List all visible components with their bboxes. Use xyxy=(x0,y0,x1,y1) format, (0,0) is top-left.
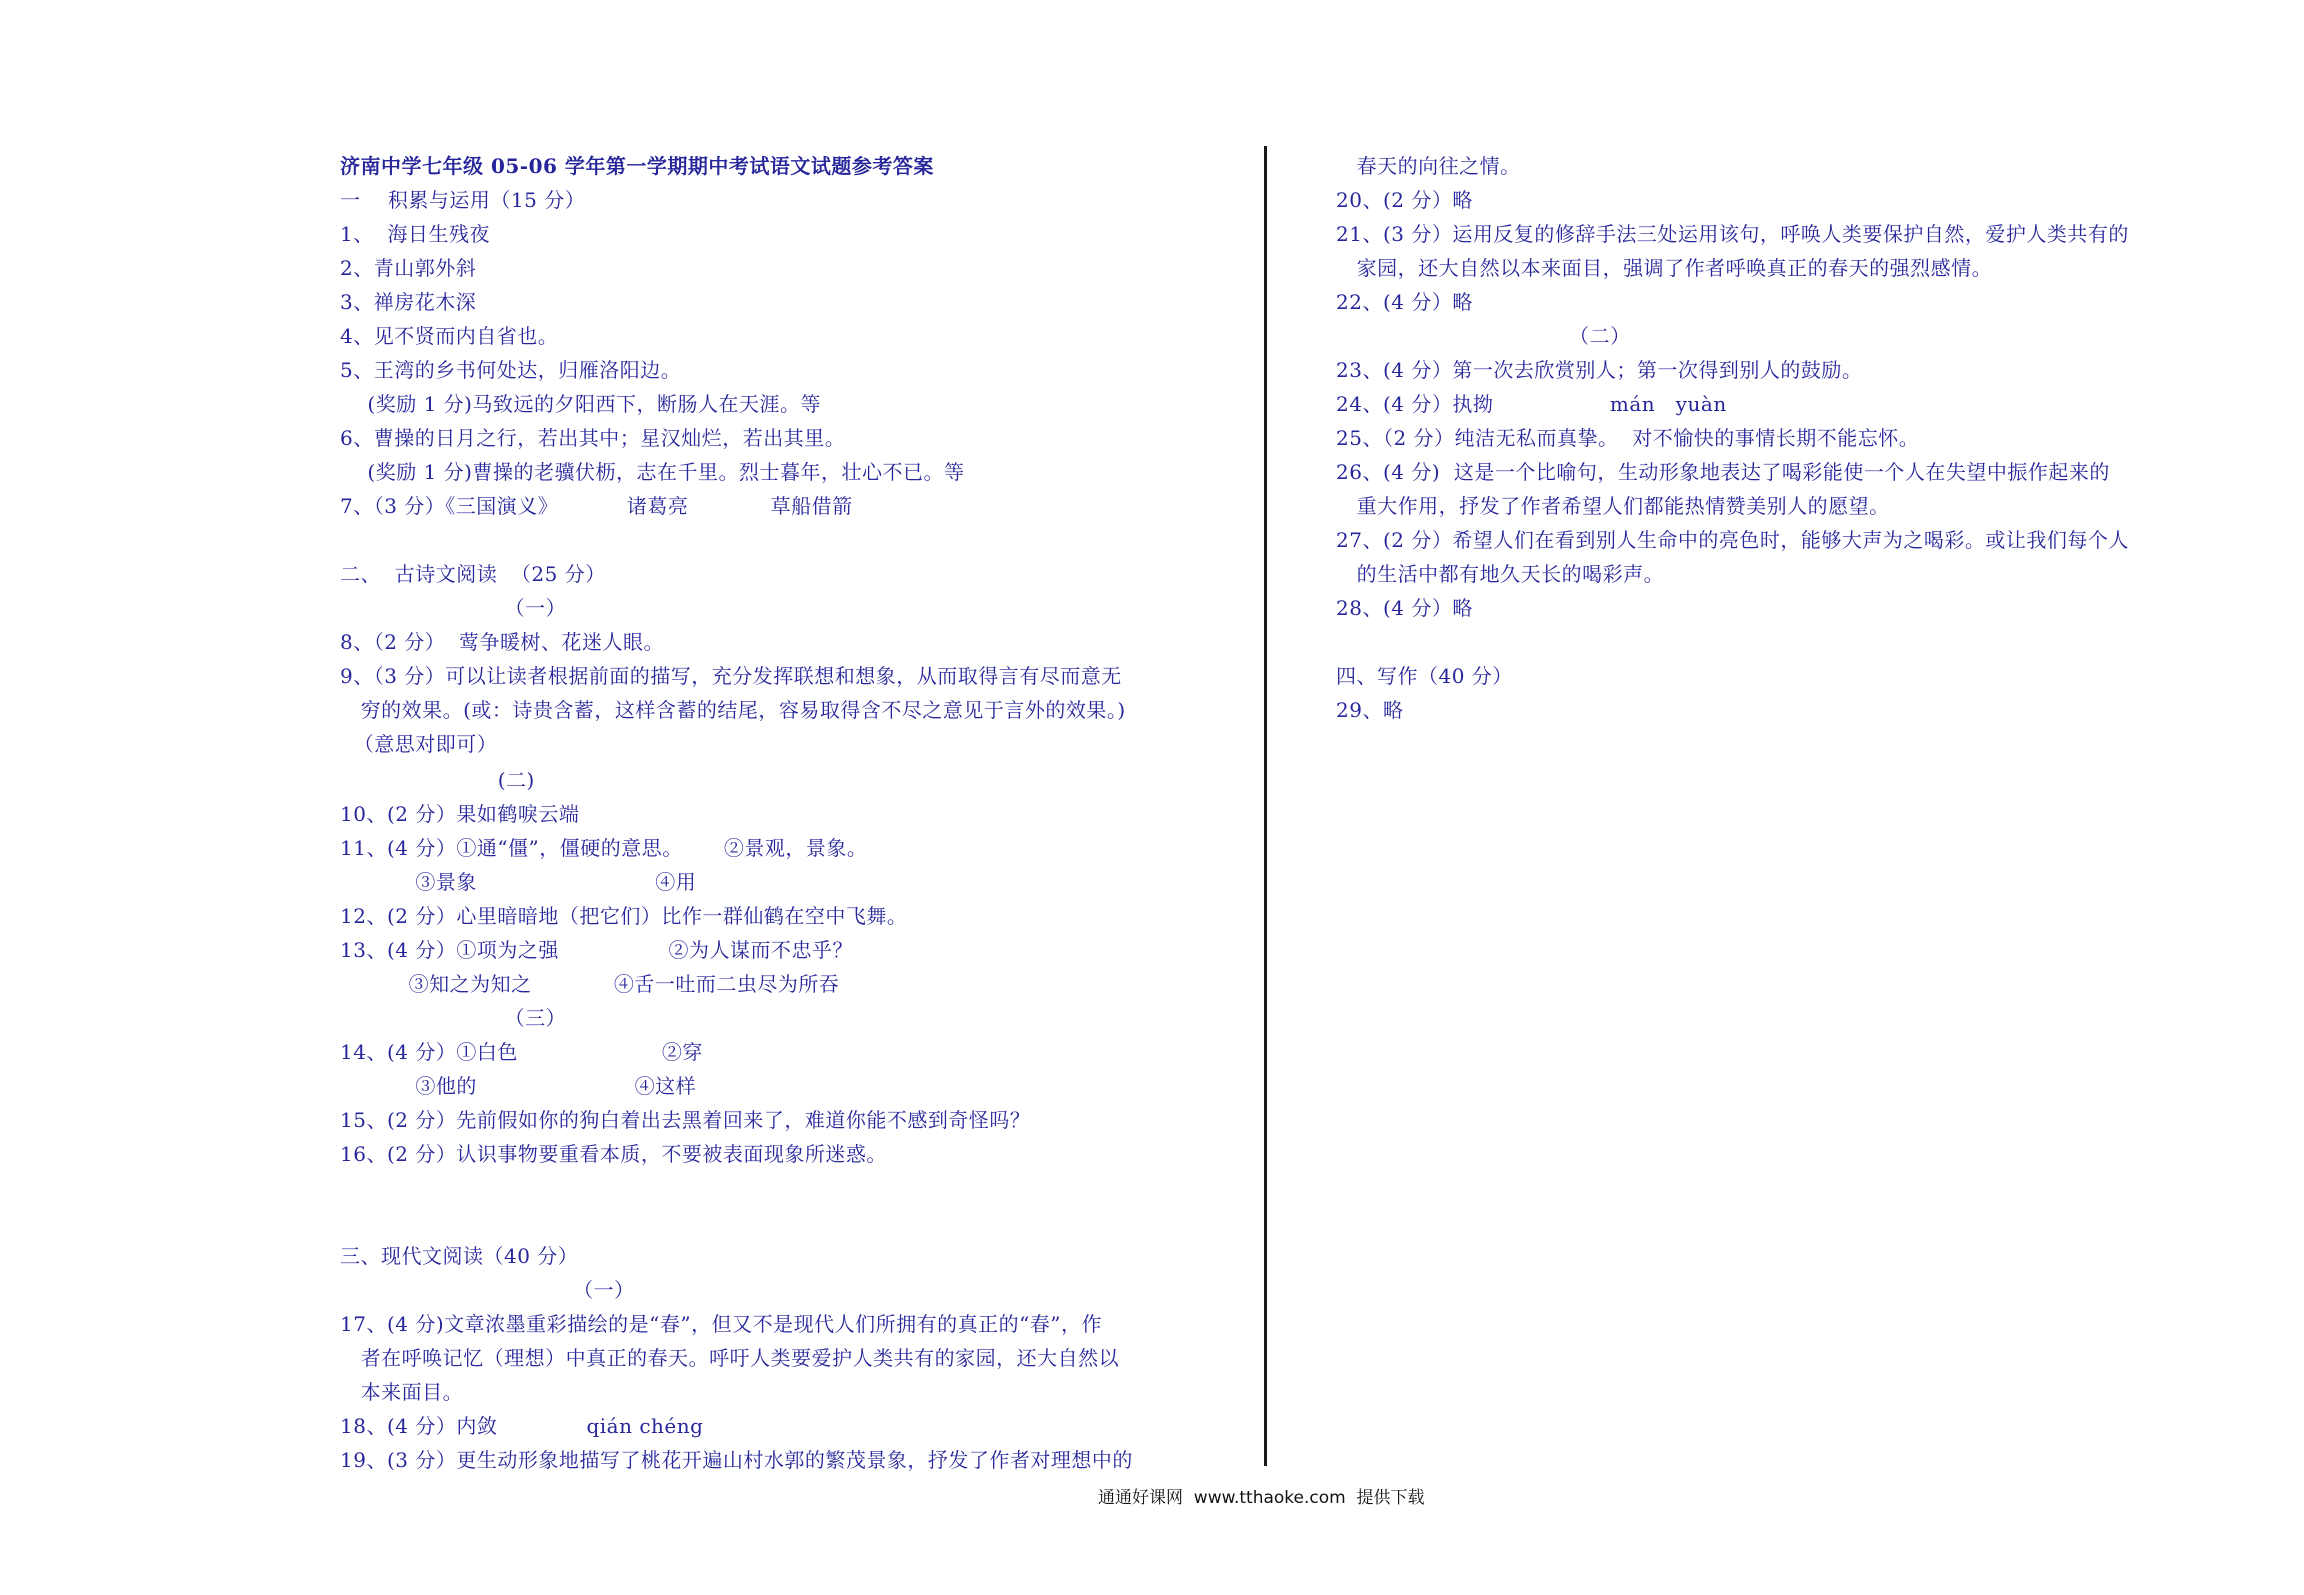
right-line: 四、写作（40 分） xyxy=(1336,664,1513,688)
left-line: 7、（3 分）《三国演义》 诸葛亮 草船借箭 xyxy=(340,494,853,518)
left-line: ③知之为知之 ④舌一吐而二虫尽为所吞 xyxy=(340,972,840,996)
right-line: 28、(4 分）略 xyxy=(1336,596,1473,620)
right-line: 的生活中都有地久天长的喝彩声。 xyxy=(1336,562,1665,586)
left-line: 18、(4 分）内敛 qián chéng xyxy=(340,1414,704,1438)
column-divider xyxy=(1264,146,1267,1466)
left-line: 9、（3 分）可以让读者根据前面的描写，充分发挥联想和想象，从而取得言有尽而意无 xyxy=(340,664,1122,688)
left-line: 本来面目。 xyxy=(340,1380,464,1404)
left-line: 穷的效果。(或：诗贵含蓄，这样含蓄的结尾，容易取得含不尽之意见于言外的效果。) xyxy=(340,698,1126,722)
left-line: (奖励 1 分)马致远的夕阳西下，断肠人在天涯。等 xyxy=(340,392,821,416)
right-line: 家园，还大自然以本来面目，强调了作者呼唤真正的春天的强烈感情。 xyxy=(1336,256,1993,280)
left-line: 1、 海日生残夜 xyxy=(340,222,490,246)
left-line: （三） xyxy=(340,1006,567,1030)
right-line: 29、略 xyxy=(1336,698,1404,722)
right-line: 春天的向往之情。 xyxy=(1336,154,1521,178)
left-line: 17、(4 分)文章浓墨重彩描绘的是“春”，但又不是现代人们所拥有的真正的“春”，作 xyxy=(340,1312,1103,1336)
right-line: 重大作用，抒发了作者希望人们都能热情赞美别人的愿望。 xyxy=(1336,494,1890,518)
right-line: 26、(4 分) 这是一个比喻句，生动形象地表达了喝彩能使一个人在失望中振作起来的 xyxy=(1336,460,2110,484)
right-line: 20、(2 分）略 xyxy=(1336,188,1473,212)
left-line: 二、 古诗文阅读 （25 分） xyxy=(340,562,606,586)
left-line: 12、(2 分）心里暗暗地（把它们）比作一群仙鹤在空中飞舞。 xyxy=(340,904,908,928)
right-line: 25、（2 分）纯洁无私而真挚。 对不愉快的事情长期不能忘怀。 xyxy=(1336,426,1920,450)
left-line: 4、见不贤而内自省也。 xyxy=(340,324,559,348)
left-line: 13、(4 分）①项为之强 ②为人谋而不忠乎？ xyxy=(340,938,854,962)
left-line: 3、禅房花木深 xyxy=(340,290,477,314)
left-line: （一） xyxy=(340,1278,635,1302)
left-line: 19、(3 分）更生动形象地描写了桃花开遍山村水郭的繁茂景象，抒发了作者对理想中的 xyxy=(340,1448,1133,1472)
left-line: 2、青山郭外斜 xyxy=(340,256,477,280)
left-line: 15、(2 分）先前假如你的狗白着出去黑着回来了，难道你能不感到奇怪吗？ xyxy=(340,1108,1031,1132)
left-line: 11、(4 分）①通“僵”，僵硬的意思。 ②景观，景象。 xyxy=(340,836,868,860)
right-line: 22、(4 分）略 xyxy=(1336,290,1473,314)
left-line: 三、现代文阅读（40 分） xyxy=(340,1244,579,1268)
left-line: 10、(2 分）果如鹤唳云端 xyxy=(340,802,580,826)
right-line: （二） xyxy=(1336,324,1631,348)
left-line: 一 积累与运用（15 分） xyxy=(340,188,586,212)
left-line: 8、（2 分） 莺争暖树、花迷人眼。 xyxy=(340,630,665,654)
document-title: 济南中学七年级 05-06 学年第一学期期中考试语文试题参考答案 xyxy=(340,154,934,178)
left-line: (奖励 1 分)曹操的老骥伏枥，志在千里。烈士暮年，壮心不已。等 xyxy=(340,460,965,484)
left-line: （意思对即可） xyxy=(340,732,498,756)
right-line: 21、(3 分）运用反复的修辞手法三处运用该句，呼唤人类要保护自然，爱护人类共有的 xyxy=(1336,222,2129,246)
left-line: 16、(2 分）认识事物要重看本质，不要被表面现象所迷惑。 xyxy=(340,1142,887,1166)
right-line: 24、(4 分）执拗 mán yuàn xyxy=(1336,392,1727,416)
left-line: 14、(4 分）①白色 ②穿 xyxy=(340,1040,703,1064)
left-line: 6、曹操的日月之行，若出其中；星汉灿烂，若出其里。 xyxy=(340,426,846,450)
left-line: ③他的 ④这样 xyxy=(340,1074,697,1098)
left-line: (二) xyxy=(340,768,535,792)
right-line: 23、(4 分）第一次去欣赏别人；第一次得到别人的鼓励。 xyxy=(1336,358,1863,382)
left-line: 5、王湾的乡书何处达，归雁洛阳边。 xyxy=(340,358,682,382)
left-line: （一） xyxy=(340,596,567,620)
left-line: 者在呼唤记忆（理想）中真正的春天。呼吁人类要爱护人类共有的家园，还大自然以 xyxy=(340,1346,1120,1370)
footer-credit: 通通好课网 www.tthaoke.com 提供下载 xyxy=(1098,1488,1425,1508)
right-line: 27、(2 分）希望人们在看到别人生命中的亮色时，能够大声为之喝彩。或让我们每个人 xyxy=(1336,528,2129,552)
left-line: ③景象 ④用 xyxy=(340,870,697,894)
